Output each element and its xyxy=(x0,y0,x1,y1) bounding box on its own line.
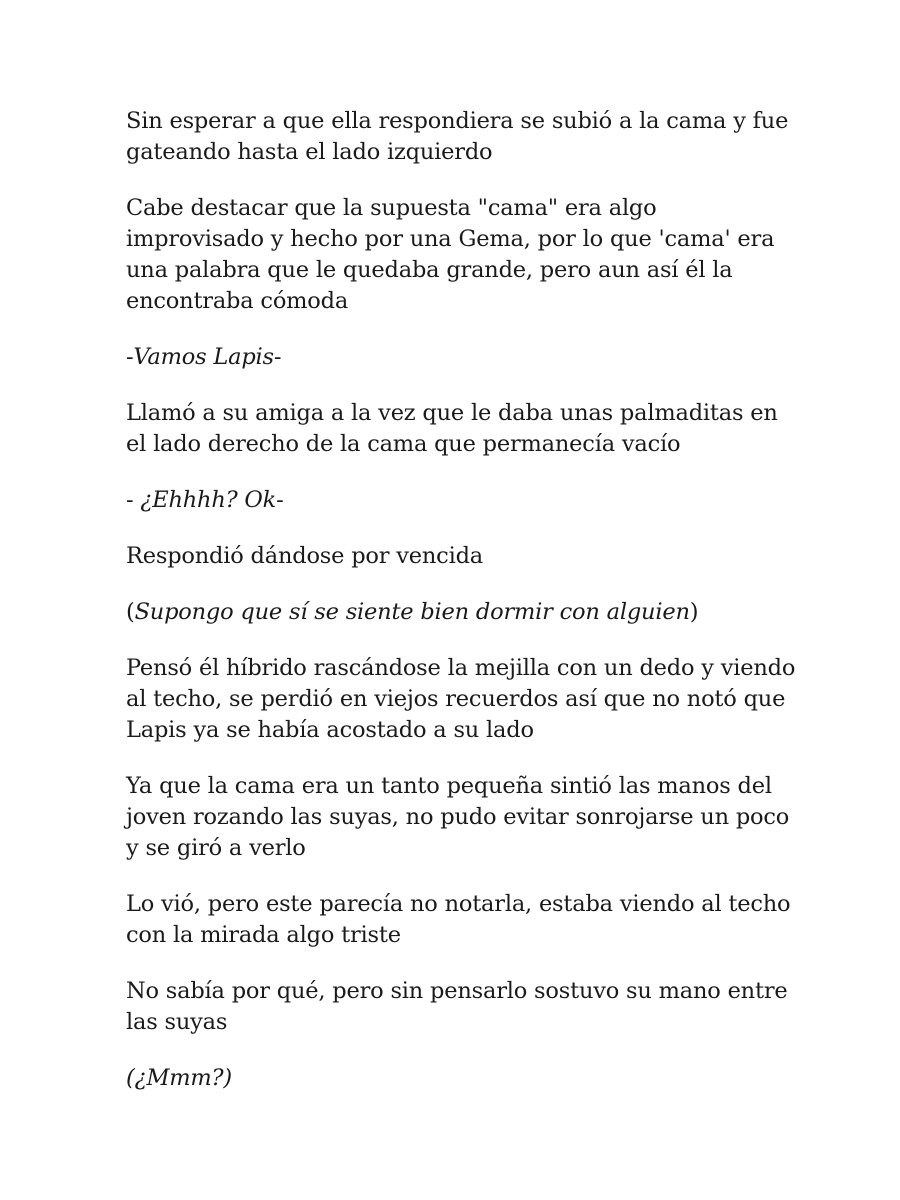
dialogue-dash-close: - xyxy=(276,487,284,513)
dialogue-dash-open: - xyxy=(126,487,141,513)
thought-line: Supongo que sí se siente bien dormir con alguien xyxy=(134,599,690,625)
paragraph-narration: Cabe destacar que la supuesta "cama" era algo improvisado y hecho por una Gema, por lo que 'cama' era una palabra que le quedaba grande, pero aun así él la encontraba cómoda xyxy=(126,195,775,314)
paragraph-narration: Lo vió, pero este parecía no notarla, estaba viendo al techo con la mirada algo triste xyxy=(126,891,791,948)
dialogue-line: Vamos Lapis xyxy=(133,344,274,370)
paragraph-narration: Ya que la cama era un tanto pequeña sintió las manos del joven rozando las suyas, no pudo evitar sonrojarse un poco y se giró a verlo xyxy=(126,773,790,861)
paragraph-narration: Sin esperar a que ella respondiera se subió a la cama y fue gateando hasta el lado izquierdo xyxy=(126,108,789,165)
dialogue-dash-close: - xyxy=(273,344,282,370)
paragraph-thought xyxy=(126,1063,796,1094)
paragraph-narration: No sabía por qué, pero sin pensarlo sostuvo su mano entre las suyas xyxy=(126,978,788,1035)
paragraph-dialogue xyxy=(126,485,796,516)
thought-line: (¿Mmm?) xyxy=(126,1065,232,1091)
dialogue-line: ¿Ehhhh? Ok xyxy=(140,487,277,513)
thought-paren-close: ) xyxy=(689,599,699,625)
paragraph-dialogue xyxy=(126,342,796,373)
story-text xyxy=(126,106,796,1119)
dialogue-dash-open: - xyxy=(126,344,134,370)
thought-paren-open: ( xyxy=(126,599,135,625)
paragraph-narration: Pensó él híbrido rascándose la mejilla con un dedo y viendo al techo, se perdió en viejos recuerdos así que no notó que Lapis ya se había acostado a su lado xyxy=(126,655,796,743)
paragraph-narration: Llamó a su amiga a la vez que le daba unas palmaditas en el lado derecho de la cama que permanecía vacío xyxy=(126,400,778,457)
paragraph-narration: Respondió dándose por vencida xyxy=(126,543,484,569)
paragraph-thought xyxy=(126,597,796,628)
